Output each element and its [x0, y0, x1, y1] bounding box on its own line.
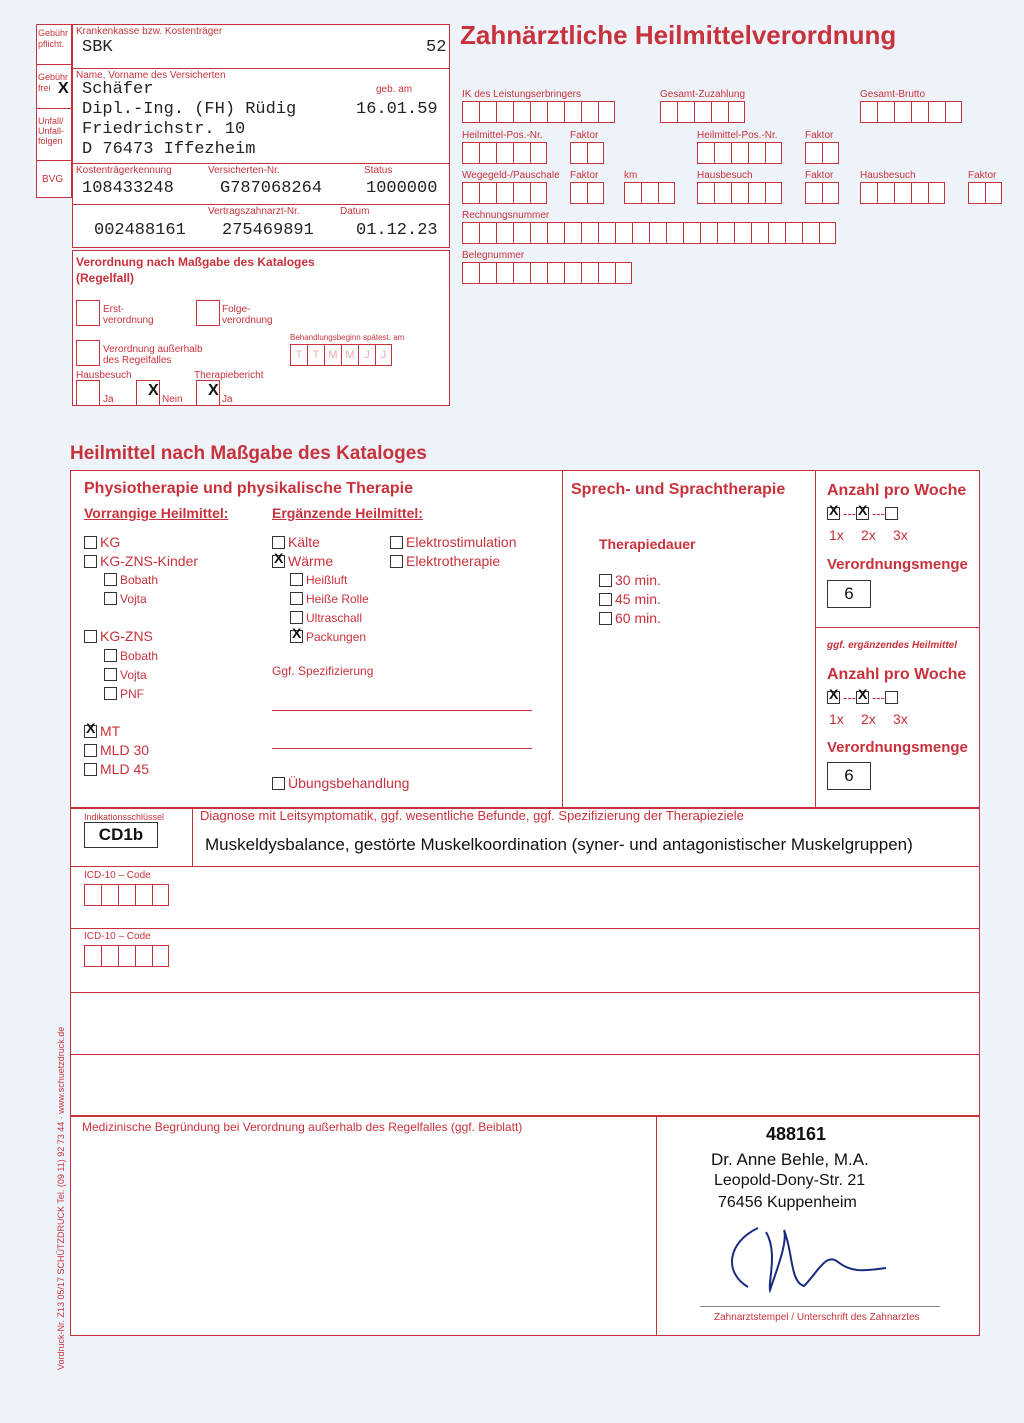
label-faktor-5: Faktor	[968, 170, 997, 181]
45min-label: 45 min.	[615, 591, 661, 607]
option-heissluft[interactable]	[290, 573, 347, 587]
input-cell[interactable]	[530, 101, 547, 123]
label-bvg: BVG	[42, 174, 64, 185]
input-cell[interactable]	[765, 142, 782, 164]
faktor-5-cells[interactable]	[968, 182, 1002, 204]
label-faktor-3: Faktor	[570, 170, 599, 181]
wegegeld-cells[interactable]	[462, 182, 547, 204]
spezifizierung-line-2[interactable]	[272, 748, 532, 749]
folge-checkbox[interactable]	[196, 300, 220, 326]
label-hausbesuch-1: Hausbesuch	[697, 170, 753, 181]
input-cell[interactable]	[587, 142, 604, 164]
input-cell[interactable]	[581, 101, 598, 123]
verordnungsmenge-label-2: Verordnungsmenge	[827, 739, 968, 756]
gesamt-brutto-cells[interactable]	[860, 101, 962, 123]
faktor-1-cells[interactable]	[570, 142, 604, 164]
input-cell[interactable]	[462, 262, 479, 284]
input-cell[interactable]	[598, 101, 615, 123]
input-cell[interactable]	[802, 222, 819, 244]
date-cell[interactable]: M	[341, 344, 358, 366]
hausbesuch-ja-checkbox[interactable]	[76, 380, 100, 406]
input-cell[interactable]	[734, 222, 751, 244]
date-cell[interactable]: T	[307, 344, 324, 366]
input-cell[interactable]	[748, 182, 765, 204]
stamp-caption: Zahnarztstempel / Unterschrift des Zahnarztes	[714, 1312, 920, 1323]
option-mld30[interactable]	[84, 742, 149, 758]
label-faktor-2: Faktor	[805, 130, 834, 141]
label-belegnummer: Belegnummer	[462, 250, 525, 261]
gesamt-zuzahlung-cells[interactable]	[660, 101, 745, 123]
label-gesamt-zuzahlung: Gesamt-Zuzahlung	[660, 89, 746, 100]
input-cell[interactable]	[479, 262, 496, 284]
input-cell[interactable]	[911, 101, 928, 123]
option-45min[interactable]	[599, 591, 661, 607]
elektrotherapie-label: Elektrotherapie	[406, 553, 501, 569]
versicherten-nr-value: G787068264	[220, 179, 323, 198]
input-cell[interactable]	[968, 182, 985, 204]
heissluft-label: Heißluft	[306, 573, 348, 587]
input-cell[interactable]	[152, 945, 169, 967]
therapiedauer-heading: Therapiedauer	[599, 536, 696, 552]
kg-checkbox[interactable]	[84, 536, 97, 549]
input-cell[interactable]	[877, 182, 894, 204]
input-cell[interactable]	[697, 182, 714, 204]
input-cell[interactable]	[805, 142, 822, 164]
mt-checkbox[interactable]	[84, 725, 97, 738]
input-cell[interactable]	[677, 101, 694, 123]
option-mld45[interactable]	[84, 761, 149, 777]
input-cell[interactable]	[731, 142, 748, 164]
label-rechnungsnummer: Rechnungsnummer	[462, 210, 550, 221]
ergaenzend-heading: Ergänzende Heilmittel:	[272, 505, 423, 521]
kasse-value: SBK	[82, 38, 113, 57]
gebuehr-frei-checkmark: X	[58, 80, 69, 97]
elektrostimulation-label: Elektrostimulation	[406, 534, 517, 550]
bobath-1-label: Bobath	[120, 573, 159, 587]
input-cell[interactable]	[822, 182, 839, 204]
label-hausbesuch-2: Hausbesuch	[860, 170, 916, 181]
input-cell[interactable]	[581, 262, 598, 284]
input-cell[interactable]	[728, 101, 745, 123]
input-cell[interactable]	[587, 182, 604, 204]
input-cell[interactable]	[479, 142, 496, 164]
option-kg-zns-kinder[interactable]	[84, 553, 198, 569]
input-cell[interactable]	[694, 101, 711, 123]
label-status: Status	[364, 165, 393, 176]
label-wegegeld: Wegegeld-/Pauschale	[462, 170, 560, 181]
pnf-label: PNF	[120, 687, 144, 701]
label-faktor-4: Faktor	[805, 170, 834, 181]
option-ultraschall[interactable]	[290, 611, 362, 625]
heisse-rolle-label: Heiße Rolle	[306, 592, 369, 606]
option-uebung[interactable]	[272, 775, 409, 791]
hausbesuch-1-cells[interactable]	[697, 182, 782, 204]
input-cell[interactable]	[632, 222, 649, 244]
input-cell[interactable]	[84, 884, 101, 906]
input-cell[interactable]	[462, 182, 479, 204]
label-faktor-1: Faktor	[570, 130, 599, 141]
input-cell[interactable]	[496, 262, 513, 284]
label-kostentraeger: Kostenträgerkennung	[76, 165, 172, 176]
input-cell[interactable]	[101, 884, 118, 906]
physio-title: Physiotherapie und physikalische Therapie	[84, 480, 413, 497]
ik-cells[interactable]	[462, 101, 615, 123]
option-bobath-2[interactable]	[104, 649, 158, 663]
input-cell[interactable]	[928, 101, 945, 123]
60min-label: 60 min.	[615, 610, 661, 626]
input-cell[interactable]	[748, 142, 765, 164]
waerme-checkbox[interactable]	[272, 555, 285, 568]
label-heilmittel-pos-2: Heilmittel-Pos.-Nr.	[697, 130, 778, 141]
signature	[718, 1212, 898, 1302]
option-30min[interactable]	[599, 572, 661, 588]
input-cell[interactable]	[496, 182, 513, 204]
hausbesuch-2-cells[interactable]	[860, 182, 945, 204]
input-cell[interactable]	[666, 222, 683, 244]
input-cell[interactable]	[479, 101, 496, 123]
input-cell[interactable]	[513, 182, 530, 204]
option-elektrostimulation[interactable]	[390, 534, 517, 550]
input-cell[interactable]	[479, 182, 496, 204]
label-gebuehr-pflicht: Gebühr pflicht.	[38, 28, 69, 49]
input-cell[interactable]	[547, 262, 564, 284]
input-cell[interactable]	[530, 182, 547, 204]
form-title: Zahnärztliche Heilmittelverordnung	[460, 20, 897, 50]
label-folge: Folge- verordnung	[222, 304, 273, 326]
stamp-street: Leopold-Dony-Str. 21	[714, 1172, 866, 1189]
input-cell[interactable]	[513, 262, 530, 284]
packungen-label: Packungen	[306, 630, 367, 644]
date-cell[interactable]: J	[375, 344, 392, 366]
input-cell[interactable]	[564, 101, 581, 123]
patient-birthdate: 16.01.59	[356, 100, 438, 119]
kaelte-label: Kälte	[288, 534, 320, 550]
patient-city: D 76473 Iffezheim	[82, 140, 256, 159]
input-cell[interactable]	[598, 262, 615, 284]
label-indikation: Indikationsschlüssel	[84, 812, 165, 822]
30min-label: 30 min.	[615, 572, 661, 588]
input-cell[interactable]	[118, 884, 135, 906]
icd-2-cells[interactable]	[84, 945, 169, 967]
date-cell[interactable]: J	[358, 344, 375, 366]
therapiebericht-ja-checkmark: X	[208, 382, 219, 399]
option-pnf[interactable]	[104, 687, 144, 701]
option-kaelte[interactable]	[272, 534, 320, 550]
input-cell[interactable]	[152, 884, 169, 906]
freq-1x-label-2: 1x	[829, 711, 844, 727]
ttmmjj-cells[interactable]	[290, 344, 392, 366]
input-cell[interactable]	[860, 182, 877, 204]
input-cell[interactable]	[945, 101, 962, 123]
status-value: 1000000	[366, 179, 438, 198]
label-ausserhalb: Verordnung außerhalb des Regelfalles	[103, 344, 203, 366]
input-cell[interactable]	[496, 222, 513, 244]
option-waerme[interactable]	[272, 553, 333, 569]
status-column	[36, 24, 72, 198]
label-gesamt-brutto: Gesamt-Brutto	[860, 89, 926, 100]
label-ik: IK des Leistungserbringers	[462, 89, 581, 100]
option-elektrotherapie[interactable]	[390, 553, 500, 569]
kg-zns-kinder-label: KG-ZNS-Kinder	[100, 553, 199, 569]
input-cell[interactable]	[84, 945, 101, 967]
label-unfall: Unfall/ Unfall- folgen	[38, 116, 65, 146]
input-cell[interactable]	[714, 182, 731, 204]
option-heisse-rolle[interactable]	[290, 592, 369, 606]
input-cell[interactable]	[985, 182, 1002, 204]
input-cell[interactable]	[714, 142, 731, 164]
uebung-label: Übungsbehandlung	[288, 775, 410, 791]
input-cell[interactable]	[819, 222, 836, 244]
therapiebericht-ja-label: Ja	[222, 394, 233, 405]
option-bobath-1[interactable]	[104, 573, 158, 587]
input-cell[interactable]	[877, 101, 894, 123]
patient-surname: Schäfer	[82, 80, 154, 99]
verordnungsmenge-value-2[interactable]: 6	[827, 762, 871, 790]
freq-3x-label-2: 3x	[893, 711, 908, 727]
label-km: km	[624, 170, 638, 181]
patient-street: Friedrichstr. 10	[82, 120, 246, 139]
input-cell[interactable]	[530, 262, 547, 284]
option-kg[interactable]	[84, 534, 120, 550]
input-cell[interactable]	[547, 222, 564, 244]
input-cell[interactable]	[649, 222, 666, 244]
patient-firstname: Dipl.-Ing. (FH) Rüdig	[82, 100, 297, 119]
label-versicherten: Versicherten-Nr.	[208, 165, 280, 176]
datum-value: 01.12.23	[356, 221, 438, 240]
input-cell[interactable]	[564, 222, 581, 244]
input-cell[interactable]	[479, 222, 496, 244]
input-cell[interactable]	[547, 101, 564, 123]
option-vojta-1[interactable]	[104, 592, 147, 606]
stamp-name: Dr. Anne Behle, M.A.	[711, 1150, 869, 1169]
mt-label: MT	[100, 723, 121, 739]
vojta-2-label: Vojta	[120, 668, 147, 682]
input-cell[interactable]	[928, 182, 945, 204]
label-geb: geb. am	[376, 84, 413, 95]
erst-checkbox[interactable]	[76, 300, 100, 326]
label-therapiebericht: Therapiebericht	[194, 370, 264, 381]
option-kg-zns[interactable]	[84, 628, 153, 644]
input-cell[interactable]	[101, 945, 118, 967]
vordruck-footer: Vordruck-Nr. Z13 05/17 SCHÜTZDRUCK Tel. (09 11) 92 73 44 · www.schuetzdruck.de	[56, 1026, 66, 1370]
input-cell[interactable]	[462, 222, 479, 244]
stamp-number: 488161	[766, 1124, 827, 1144]
input-cell[interactable]	[911, 182, 928, 204]
label-name: Name, Vorname des Versicherten	[76, 70, 226, 81]
label-behandlungsbeginn: Behandlungsbeginn spätest. am	[290, 333, 405, 342]
input-cell[interactable]	[805, 182, 822, 204]
label-icd-2: ICD-10 – Code	[84, 931, 151, 942]
input-cell[interactable]	[697, 142, 714, 164]
hausbesuch-nein-label: Nein	[162, 394, 183, 405]
input-cell[interactable]	[513, 101, 530, 123]
kg-label: KG	[100, 534, 121, 550]
packungen-checkbox[interactable]	[290, 630, 303, 643]
ausserhalb-checkbox[interactable]	[76, 340, 100, 366]
vertragszahnarzt-value: 275469891	[222, 221, 314, 240]
option-vojta-2[interactable]	[104, 668, 147, 682]
diagnose-text[interactable]: Muskeldysbalance, gestörte Muskelkoordination (syner- und antagonistischer Muskelgruppen)	[205, 835, 913, 854]
input-cell[interactable]	[860, 101, 877, 123]
input-cell[interactable]	[894, 182, 911, 204]
label-erst: Erst- verordnung	[103, 304, 154, 326]
input-cell[interactable]	[570, 182, 587, 204]
heilmittel-pos-2-cells[interactable]	[697, 142, 782, 164]
kasse-code: 52	[426, 38, 447, 57]
input-cell[interactable]	[135, 884, 152, 906]
label-datum: Datum	[340, 206, 370, 217]
hausbesuch-nein-checkmark: X	[148, 382, 159, 399]
label-diagnose: Diagnose mit Leitsymptomatik, ggf. wesentliche Befunde, ggf. Spezifizierung der Therapieziele	[200, 808, 744, 823]
date-cell[interactable]: T	[290, 344, 307, 366]
input-cell[interactable]	[785, 222, 802, 244]
input-cell[interactable]	[570, 142, 587, 164]
ergaenzendes-label: ggf. ergänzendes Heilmittel	[827, 640, 958, 651]
input-cell[interactable]	[731, 182, 748, 204]
input-cell[interactable]	[530, 142, 547, 164]
heilmittel-pos-1-cells[interactable]	[462, 142, 547, 164]
label-kasse: Krankenkasse bzw. Kostenträger	[76, 26, 223, 37]
input-cell[interactable]	[564, 262, 581, 284]
heilmittel-title: Heilmittel nach Maßgabe des Kataloges	[70, 443, 427, 464]
input-cell[interactable]	[496, 142, 513, 164]
verordnungsmenge-label-1: Verordnungsmenge	[827, 556, 968, 573]
input-cell[interactable]	[615, 262, 632, 284]
frequency-checkboxes-2[interactable]: X---X ---	[827, 690, 901, 705]
input-cell[interactable]	[462, 101, 479, 123]
mld45-label: MLD 45	[100, 761, 150, 777]
option-packungen[interactable]	[290, 630, 366, 644]
input-cell[interactable]	[894, 101, 911, 123]
label-heilmittel-pos-1: Heilmittel-Pos.-Nr.	[462, 130, 543, 141]
vojta-1-label: Vojta	[120, 592, 147, 606]
mld30-label: MLD 30	[100, 742, 150, 758]
freq-3x-label-1: 3x	[893, 527, 908, 543]
input-cell[interactable]	[658, 182, 675, 204]
option-60min[interactable]	[599, 610, 661, 626]
frequency-checkboxes-1[interactable]: X---X ---	[827, 506, 901, 521]
anzahl-title-1: Anzahl pro Woche	[827, 482, 967, 499]
input-cell[interactable]	[641, 182, 658, 204]
verordnungsmenge-value-1[interactable]: 6	[827, 580, 871, 608]
stamp-city: 76456 Kuppenheim	[718, 1194, 857, 1211]
input-cell[interactable]	[462, 142, 479, 164]
input-cell[interactable]	[513, 142, 530, 164]
label-begruendung: Medizinische Begründung bei Verordnung außerhalb des Regelfalles (ggf. Beiblatt)	[82, 1120, 523, 1134]
label-spezifizierung: Ggf. Spezifizierung	[272, 664, 374, 678]
input-cell[interactable]	[660, 101, 677, 123]
input-cell[interactable]	[700, 222, 717, 244]
input-cell[interactable]	[598, 222, 615, 244]
input-cell[interactable]	[615, 222, 632, 244]
label-vertragszahnarzt: Vertragszahnarzt-Nr.	[208, 206, 300, 217]
input-cell[interactable]	[683, 222, 700, 244]
sprech-title: Sprech- und Sprachtherapie	[571, 481, 786, 498]
freq-2x-label-1: 2x	[861, 527, 876, 543]
kostentraeger-value: 108433248	[82, 179, 174, 198]
input-cell[interactable]	[530, 222, 547, 244]
input-cell[interactable]	[118, 945, 135, 967]
input-cell[interactable]	[717, 222, 734, 244]
spezifizierung-line-1[interactable]	[272, 710, 532, 711]
kg-zns-label: KG-ZNS	[100, 628, 153, 644]
input-cell[interactable]	[581, 222, 598, 244]
input-cell[interactable]	[624, 182, 641, 204]
input-cell[interactable]	[513, 222, 530, 244]
faktor-2-cells[interactable]	[805, 142, 839, 164]
vorrangig-heading: Vorrangige Heilmittel:	[84, 505, 229, 521]
anzahl-title-2: Anzahl pro Woche	[827, 666, 967, 683]
input-cell[interactable]	[711, 101, 728, 123]
rechnungsnummer-cells[interactable]	[462, 222, 836, 244]
icd-1-cells[interactable]	[84, 884, 169, 906]
input-cell[interactable]	[765, 182, 782, 204]
ultraschall-label: Ultraschall	[306, 611, 363, 625]
input-cell[interactable]	[822, 142, 839, 164]
betriebsstaette-value: 002488161	[94, 221, 186, 240]
belegnummer-cells[interactable]	[462, 262, 632, 284]
indikation-value[interactable]: CD1b	[84, 822, 158, 848]
label-gebuehr-frei: Gebühr frei	[38, 72, 69, 93]
date-cell[interactable]: M	[324, 344, 341, 366]
input-cell[interactable]	[135, 945, 152, 967]
input-cell[interactable]	[751, 222, 768, 244]
faktor-3-cells[interactable]	[570, 182, 604, 204]
option-mt[interactable]	[84, 723, 120, 739]
input-cell[interactable]	[496, 101, 513, 123]
km-cells[interactable]	[624, 182, 675, 204]
verordnung-title: Verordnung nach Maßgabe des Kataloges (Regelfall)	[76, 255, 315, 285]
label-hausbesuch: Hausbesuch	[76, 370, 132, 381]
faktor-4-cells[interactable]	[805, 182, 839, 204]
label-icd-1: ICD-10 – Code	[84, 870, 151, 881]
freq-1x-label-1: 1x	[829, 527, 844, 543]
waerme-label: Wärme	[288, 553, 334, 569]
freq-2x-label-2: 2x	[861, 711, 876, 727]
hausbesuch-ja-label: Ja	[103, 394, 114, 405]
input-cell[interactable]	[768, 222, 785, 244]
bobath-2-label: Bobath	[120, 649, 159, 663]
